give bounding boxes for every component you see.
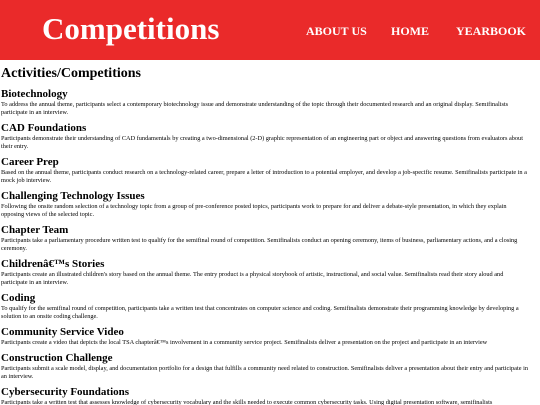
competition-title: Childrenâ€™s Stories (1, 258, 105, 270)
competition-title: Community Service Video (1, 326, 124, 338)
competition-description: Following the onsite random selection of a technology topic from a group of pre-conference posted topics, participants work to prepare for and deliver a debate-style presentation, in which they explain opposing views of the selected topic. (1, 203, 507, 218)
competition-description: To address the annual theme, participants select a contemporary biotechnology issue and demonstrate understanding of the topic through their documented research and an original display. Semifinalists participate in an interview. (1, 101, 509, 116)
competition-item (1, 156, 530, 185)
nav-link-home[interactable]: HOME (391, 24, 429, 38)
competition-description: Participants create an illustrated children's story based on the annual theme. The entry product is a physical storybook of artistic, instructional, and social value. Semifinalists read their story aloud and participate in an interview. (1, 271, 504, 286)
competition-description: Based on the annual theme, participants conduct research on a technology-related career, prepare a letter of introduction to a potential employer, and develop a job-specific resume. Semifinalists participate in a mock job interview. (1, 169, 527, 184)
nav-link-about-us[interactable]: ABOUT US (306, 24, 367, 38)
competition-item (1, 292, 530, 321)
competition-title: Cybersecurity Foundations (1, 386, 130, 398)
page-title: Activities/Competitions (1, 66, 141, 81)
competition-description: Participants create a video that depicts the local TSA chapterâ€™s involvement in a community service project. Semifinalists deliver a presentation on the project and participate in an interview (1, 339, 488, 346)
competition-title: Chapter Team (1, 224, 69, 236)
competition-title: Career Prep (1, 156, 59, 168)
competition-title: Coding (1, 292, 36, 304)
competition-title: Biotechnology (1, 88, 68, 100)
competition-description: Participants submit a scale model, display, and documentation portfolio for a design that fulfills a community need related to construction. Semifinalists deliver a presentation about their entry and participate in an interview. (1, 365, 528, 380)
competition-item (1, 88, 530, 117)
competition-title: Challenging Technology Issues (1, 190, 145, 202)
site-header (0, 0, 540, 60)
competition-item (1, 326, 530, 347)
competition-title: Construction Challenge (1, 352, 113, 364)
competition-item (1, 224, 530, 253)
competition-item (1, 190, 530, 219)
competition-description: Participants demonstrate their understanding of CAD fundamentals by creating a two-dimensional (2-D) graphic representation of an engineering part or object and answering questions from evaluators about their entry. (1, 135, 523, 150)
competition-description: Participants take a written test that assesses knowledge of cybersecurity vocabulary and the skills needed to execute common cybersecurity tasks. Using digital presentation software, semifinalists (1, 399, 493, 405)
competition-item (1, 352, 530, 381)
competition-item (1, 386, 530, 405)
competition-list (1, 88, 540, 405)
competition-title: CAD Foundations (1, 122, 87, 134)
competition-description: Participants take a parliamentary procedure written test to qualify for the semifinal round of competition. Semifinalists conduct an opening ceremony, items of business, parliamentary actions, and a closing ceremony. (1, 237, 518, 252)
nav-link-yearbook[interactable]: YEARBOOK (456, 24, 527, 38)
competition-item (1, 122, 530, 151)
competition-description: To qualify for the semifinal round of competition, participants take a written test that concentrates on computer science and coding. Semifinalists demonstrate their programming knowledge by developing a solution to an onsite coding challenge. (1, 305, 519, 320)
competition-item (1, 258, 530, 287)
site-brand[interactable]: Competitions (42, 11, 220, 46)
